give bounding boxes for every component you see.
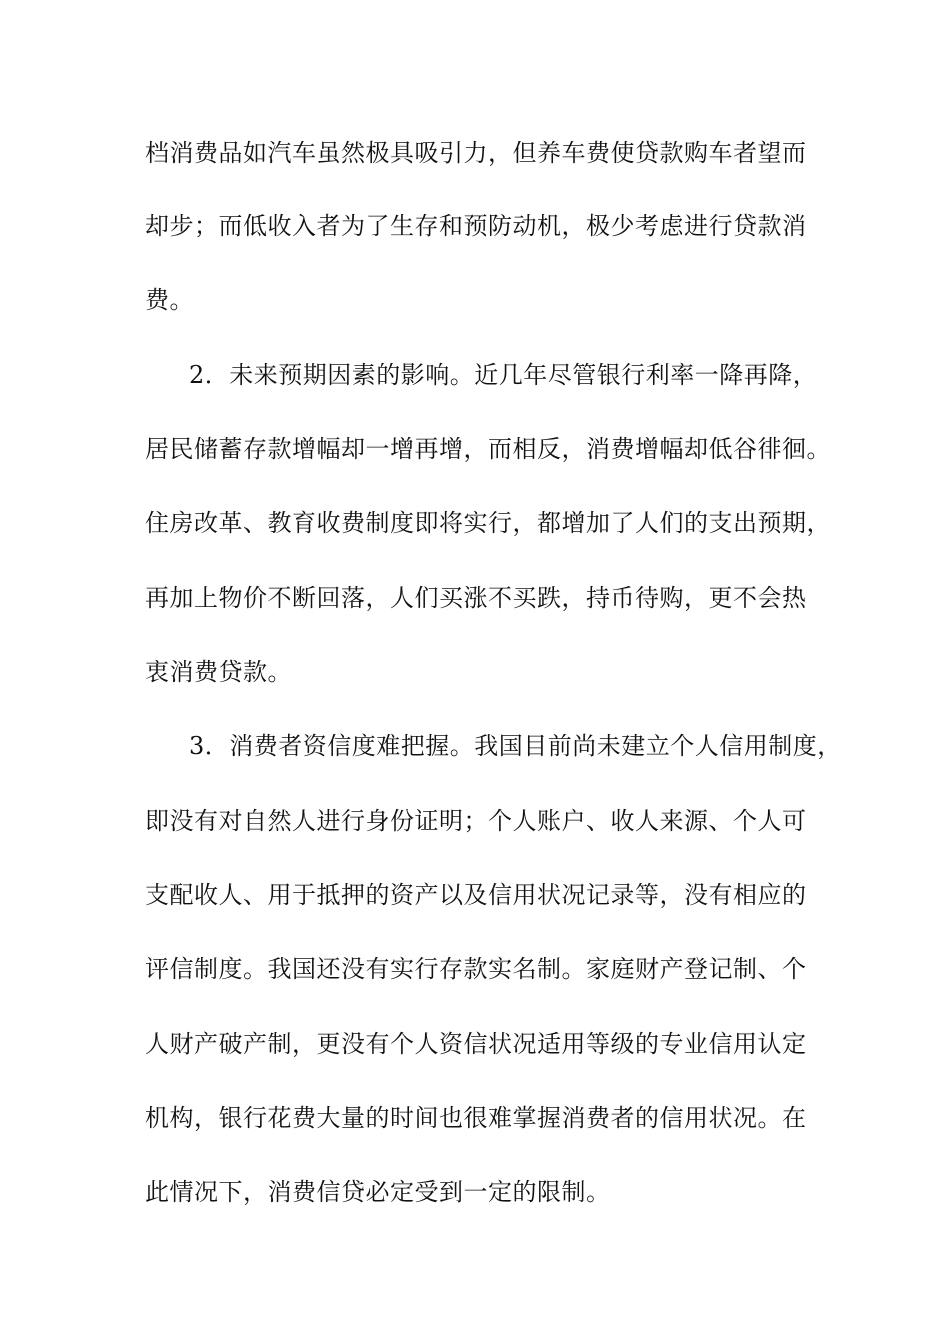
paragraph-3-line-6: 机构，银行花费大量的时间也很难掌握消费者的信用状况。在 <box>145 1104 807 1132</box>
paragraph-1-line-2: 却步；而低收入者为了生存和预防动机，极少考虑进行贷款消 <box>145 212 807 240</box>
paragraph-3-line-7: 此情况下，消费信贷必定受到一定的限制。 <box>145 1178 611 1206</box>
paragraph-1-line-1: 档消费品如汽车虽然极具吸引力，但养车费使贷款购车者望而 <box>145 139 807 167</box>
paragraph-2-line-3: 住房改革、教育收费制度即将实行，都增加了人们的支出预期， <box>145 509 831 537</box>
paragraph-2-line-2: 居民储蓄存款增幅却一增再增，而相反，消费增幅却低谷徘徊。 <box>145 435 831 463</box>
paragraph-2-line-1: 2．未来预期因素的影响。近几年尽管银行利率一降再降， <box>189 361 818 389</box>
paragraph-2-line-4: 再加上物价不断回落，人们买涨不买跌，持币待购，更不会热 <box>145 584 807 612</box>
paragraph-2-line-5: 衷消费贷款。 <box>145 658 292 686</box>
paragraph-3-line-4: 评信制度。我国还没有实行存款实名制。家庭财产登记制、个 <box>145 955 807 983</box>
paragraph-3-line-2: 即没有对自然人进行身份证明；个人账户、收人来源、个人可 <box>145 807 807 835</box>
paragraph-3-line-5: 人财产破产制，更没有个人资信状况适用等级的专业信用认定 <box>145 1030 807 1058</box>
paragraph-1-line-3: 费。 <box>145 286 194 314</box>
paragraph-3-line-1: 3．消费者资信度难把握。我国目前尚未建立个人信用制度， <box>189 732 842 760</box>
paragraph-3-line-3: 支配收人、用于抵押的资产以及信用状况记录等，没有相应的 <box>145 881 807 909</box>
